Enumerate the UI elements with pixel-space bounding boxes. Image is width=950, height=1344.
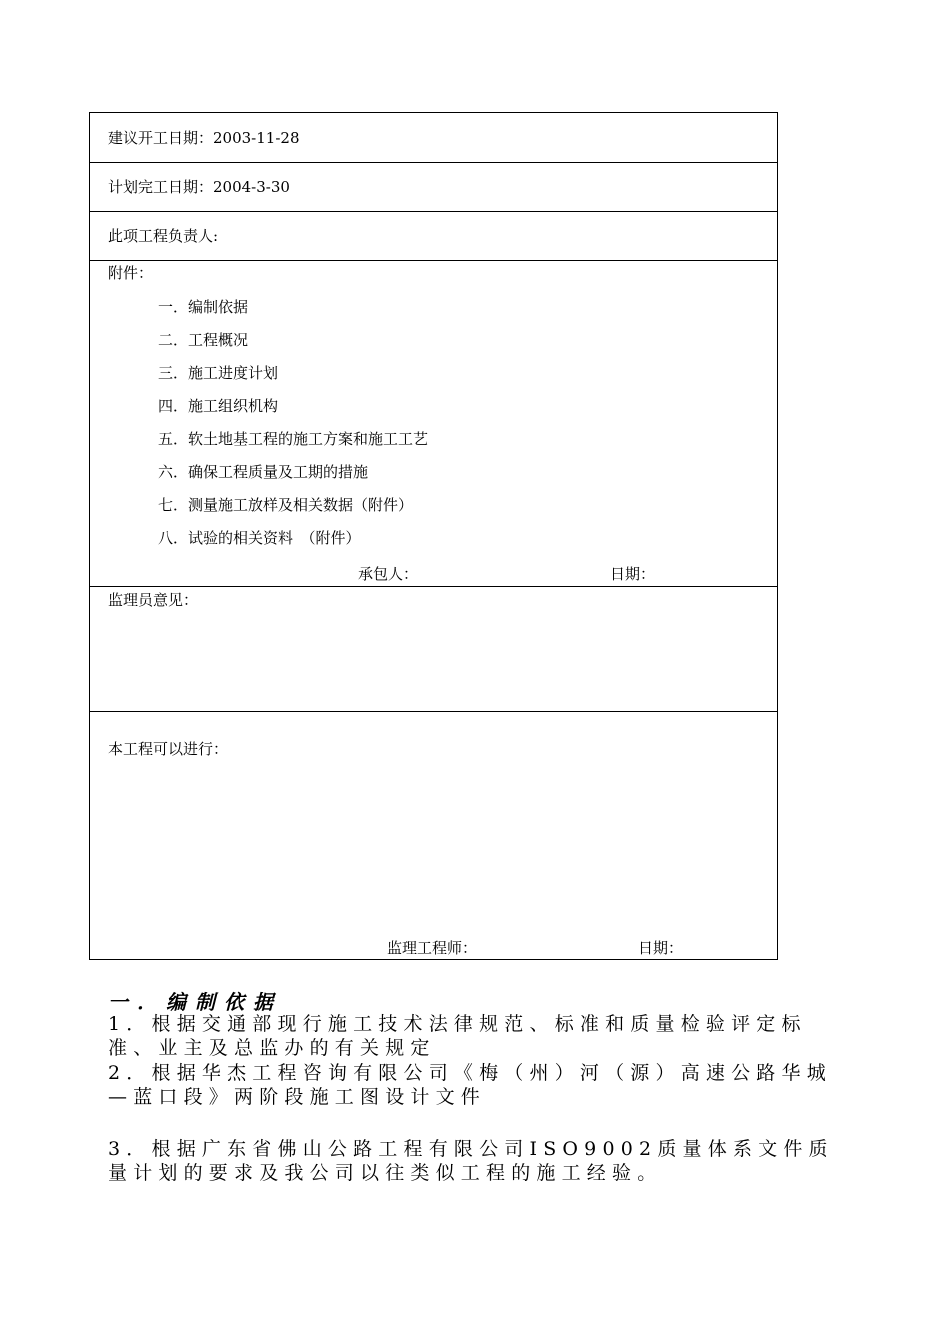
basis-item-3: 3．根据广东省佛山公路工程有限公司ISO9002质量体系文件质量计划的要求及我公司以往类似工程的施工经验。 xyxy=(108,1138,834,1184)
approval-row xyxy=(90,711,777,959)
supervisor-opinion-row xyxy=(90,586,777,711)
end-date-row xyxy=(90,162,777,211)
manager-label: 此项工程负责人: xyxy=(108,227,219,245)
construction-application-form xyxy=(89,112,778,960)
start-date-row xyxy=(90,113,777,162)
contractor-label: 承包人： xyxy=(358,565,419,583)
start-date-text: 建议开工日期：2003-11-28 xyxy=(108,129,300,147)
attachments-row xyxy=(90,260,777,586)
engineer-date-label: 日期： xyxy=(638,939,684,957)
attachment-item: 七．测量施工放样及相关数据（附件） xyxy=(158,496,414,514)
supervisor-opinion-label: 监理员意见： xyxy=(108,591,199,609)
contractor-date-label: 日期： xyxy=(610,565,656,583)
attachment-item: 四．施工组织机构 xyxy=(158,397,279,415)
attachment-item: 八．试验的相关资料 （附件） xyxy=(158,529,361,547)
attachments-label: 附件： xyxy=(108,264,154,282)
attachment-item: 一．编制依据 xyxy=(158,298,249,316)
attachment-item: 二．工程概况 xyxy=(158,331,249,349)
basis-item-1: 1．根据交通部现行施工技术法律规范、标准和质量检验评定标准、业主及总监办的有关规定 xyxy=(108,1013,807,1059)
attachment-item: 三．施工进度计划 xyxy=(158,364,279,382)
end-date-text: 计划完工日期：2004-3-30 xyxy=(108,178,290,196)
attachment-item: 五．软土地基工程的施工方案和施工工艺 xyxy=(158,430,429,448)
engineer-label: 监理工程师： xyxy=(387,939,478,957)
section-heading: 一．编制依据 xyxy=(108,990,282,1014)
approval-label: 本工程可以进行： xyxy=(108,740,229,758)
basis-item-2: 2．根据华杰工程咨询有限公司《梅（州）河（源）高速公路华城—蓝口段》两阶段施工图设计文件 xyxy=(108,1062,832,1108)
manager-row xyxy=(90,211,777,260)
attachment-item: 六．确保工程质量及工期的措施 xyxy=(158,463,369,481)
